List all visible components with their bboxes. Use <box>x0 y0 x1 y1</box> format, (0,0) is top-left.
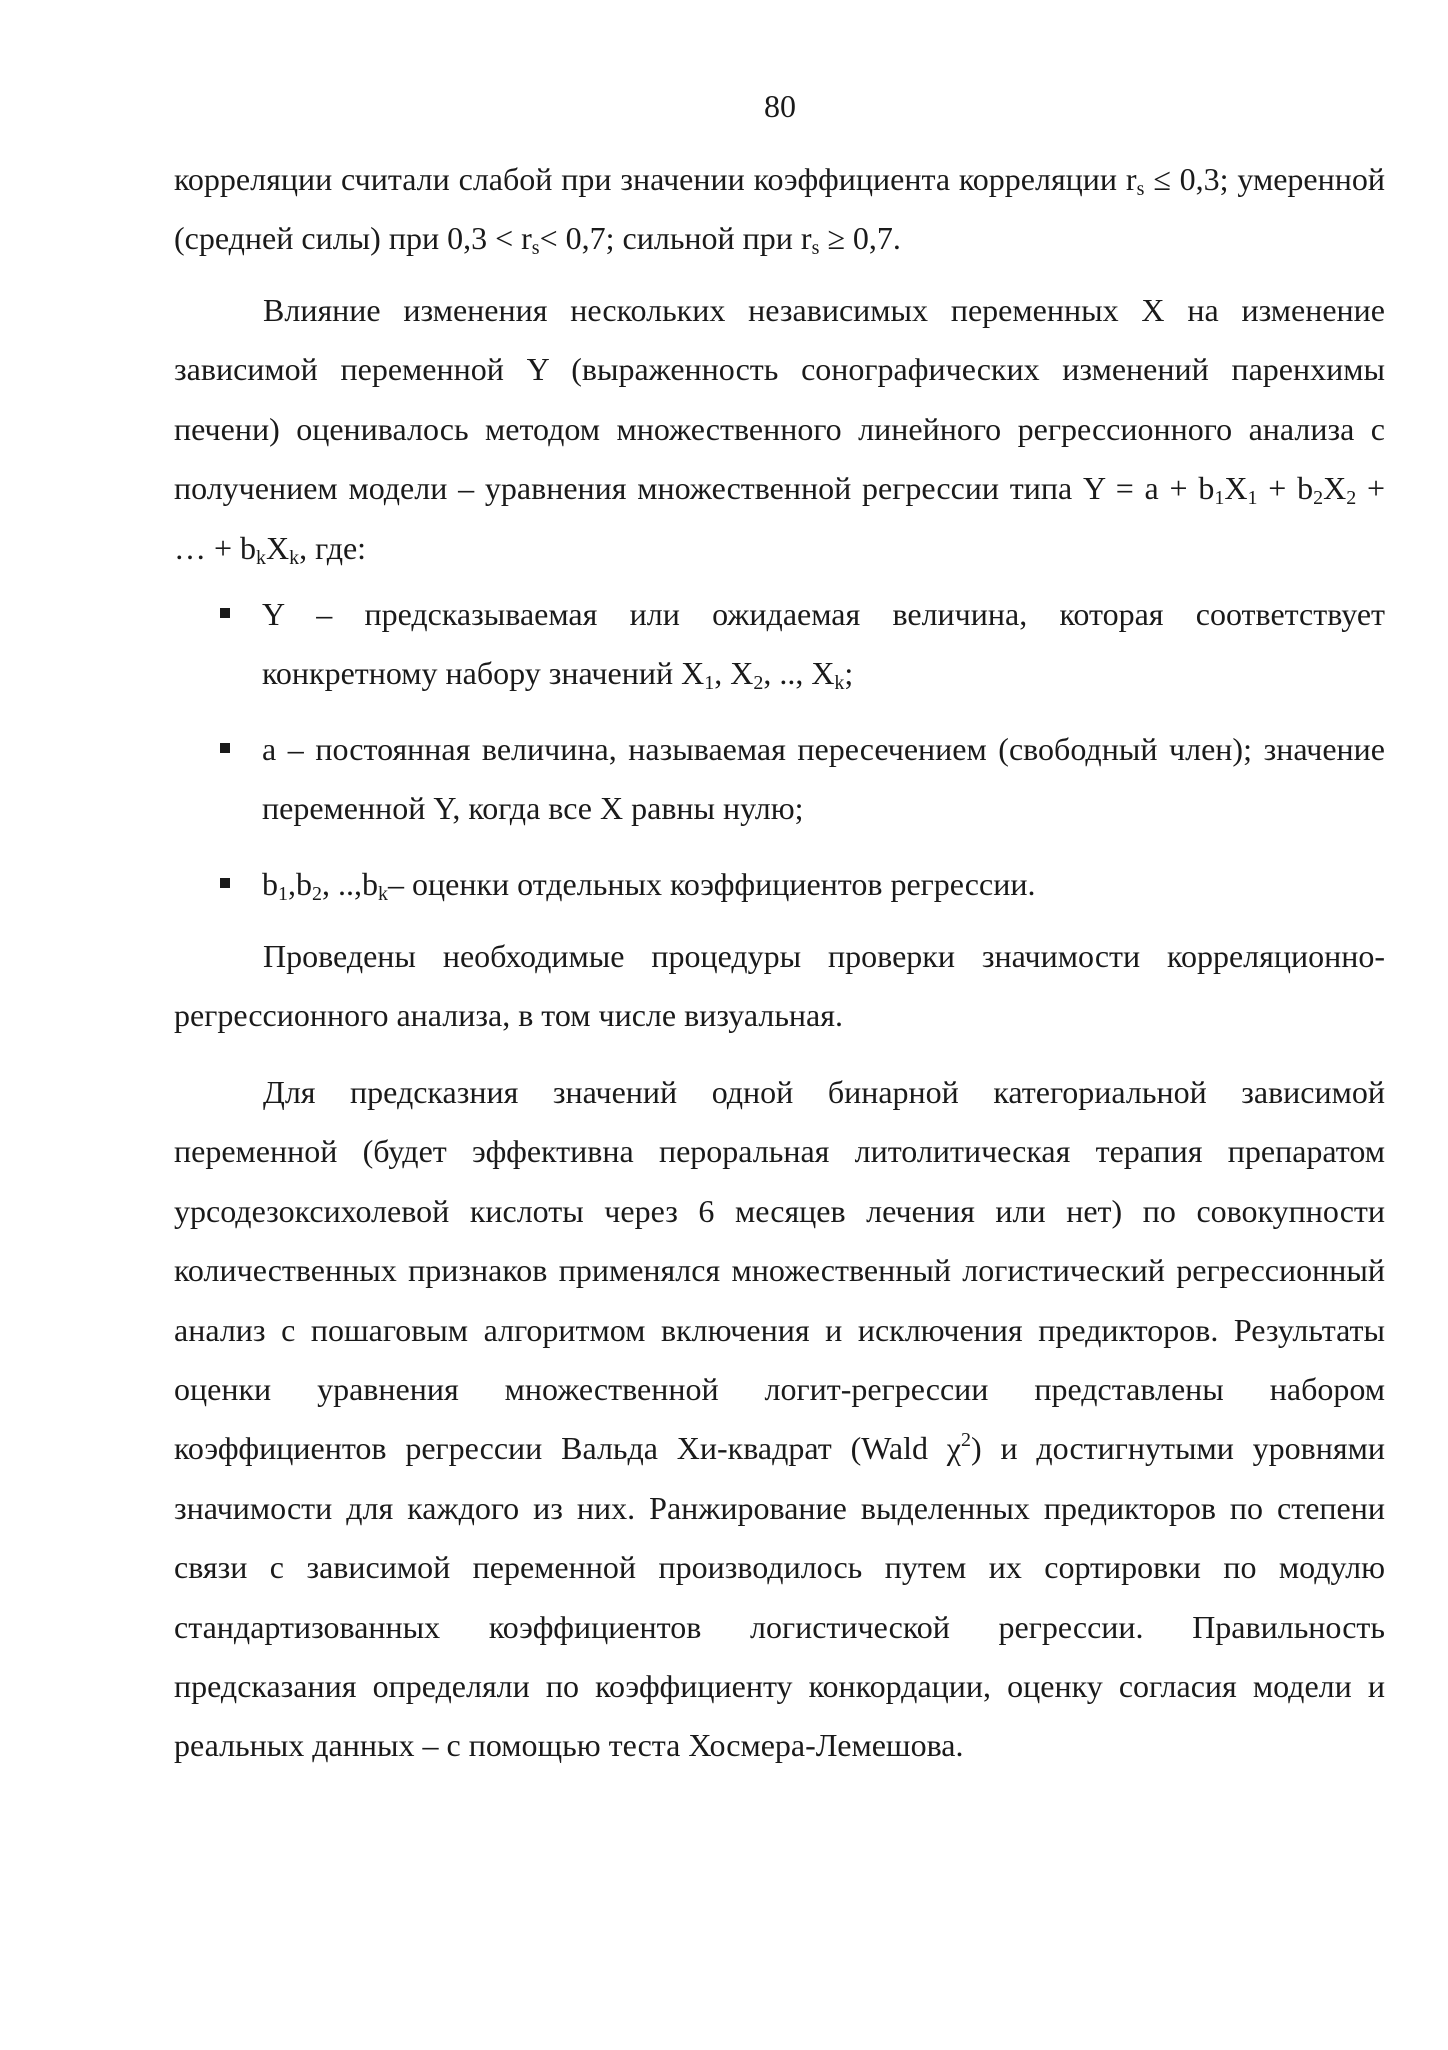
text-block-significance <box>174 927 1385 1046</box>
bullet-square-icon <box>220 743 230 753</box>
bullet-list <box>174 585 1385 930</box>
paragraph-correlation-strength: корреляции считали слабой при значении коэффициента корреляции $r_s \le 0,3$; умеренной (средней силы) при $0,3 < r_s< 0,7$; сильной при $r_s \ge 0,7$. <box>174 161 1386 260</box>
list-item: Y – предсказываемая или ожидаемая величина, которая соответствует конкретному набору значений $X_1$, $X_2$, .., $X_k$; <box>174 585 1385 704</box>
paragraph-logistic-regression: Для предсказния значений одной бинарной категориальной зависимой переменной (будет эффективна пероральная литолитическая терапия препаратом урсодезоксихолевой кислоты через 6 месяцев лечения или нет) по совокупности количественных признаков применялся множественный логистический регрессионный анализ с пошаговым алгоритмом включения и исключения предикторов. Результаты оценки уравнения множественной логит-регрессии представлены набором коэффициентов регрессии Вальда Хи-квадрат (Wald $\chi^2$) и достигнутыми уровнями значимости для каждого из них. Ранжирование выделенных предикторов по степени связи с зависимой переменной производилось путем их сортировки по модулю стандартизованных коэффициентов логистической регрессии. Правильность предсказания определяли по коэффициенту конкордации, оценку согласия модели и реальных данных – с помощью теста Хосмера-Лемешова. <box>174 1074 1386 1764</box>
list-item: a – постоянная величина, называемая пересечением (свободный член); значение переменной Y, когда все X равны нулю; <box>174 720 1385 839</box>
text-block-regression <box>174 281 1385 578</box>
bullet-square-icon <box>220 878 230 888</box>
list-item: $b_1,b_2$, $..,b_k-$ оценки отдельных коэффициентов регрессии. <box>174 855 1385 914</box>
paragraph-significance-checks: Проведены необходимые процедуры проверки значимости корреляционно-регрессионного анализа, в том числе визуальная. <box>174 938 1385 1034</box>
text-block-logistic <box>174 1063 1385 1776</box>
text-block-correlation <box>174 150 1385 269</box>
page-number: 80 <box>764 88 796 124</box>
paragraph-multiple-regression: Влияние изменения нескольких независимых переменных X на изменение зависимой переменной Y (выраженность сонографических изменений паренхимы печени) оценивалось методом множественного линейного регрессионного анализа с получением модели – уравнения множественной регрессии типа $Y = a + b_1X_1 + b_2X_2$ + … + $b_kX_k$, где: <box>174 292 1386 569</box>
bullet-square-icon <box>220 608 230 618</box>
